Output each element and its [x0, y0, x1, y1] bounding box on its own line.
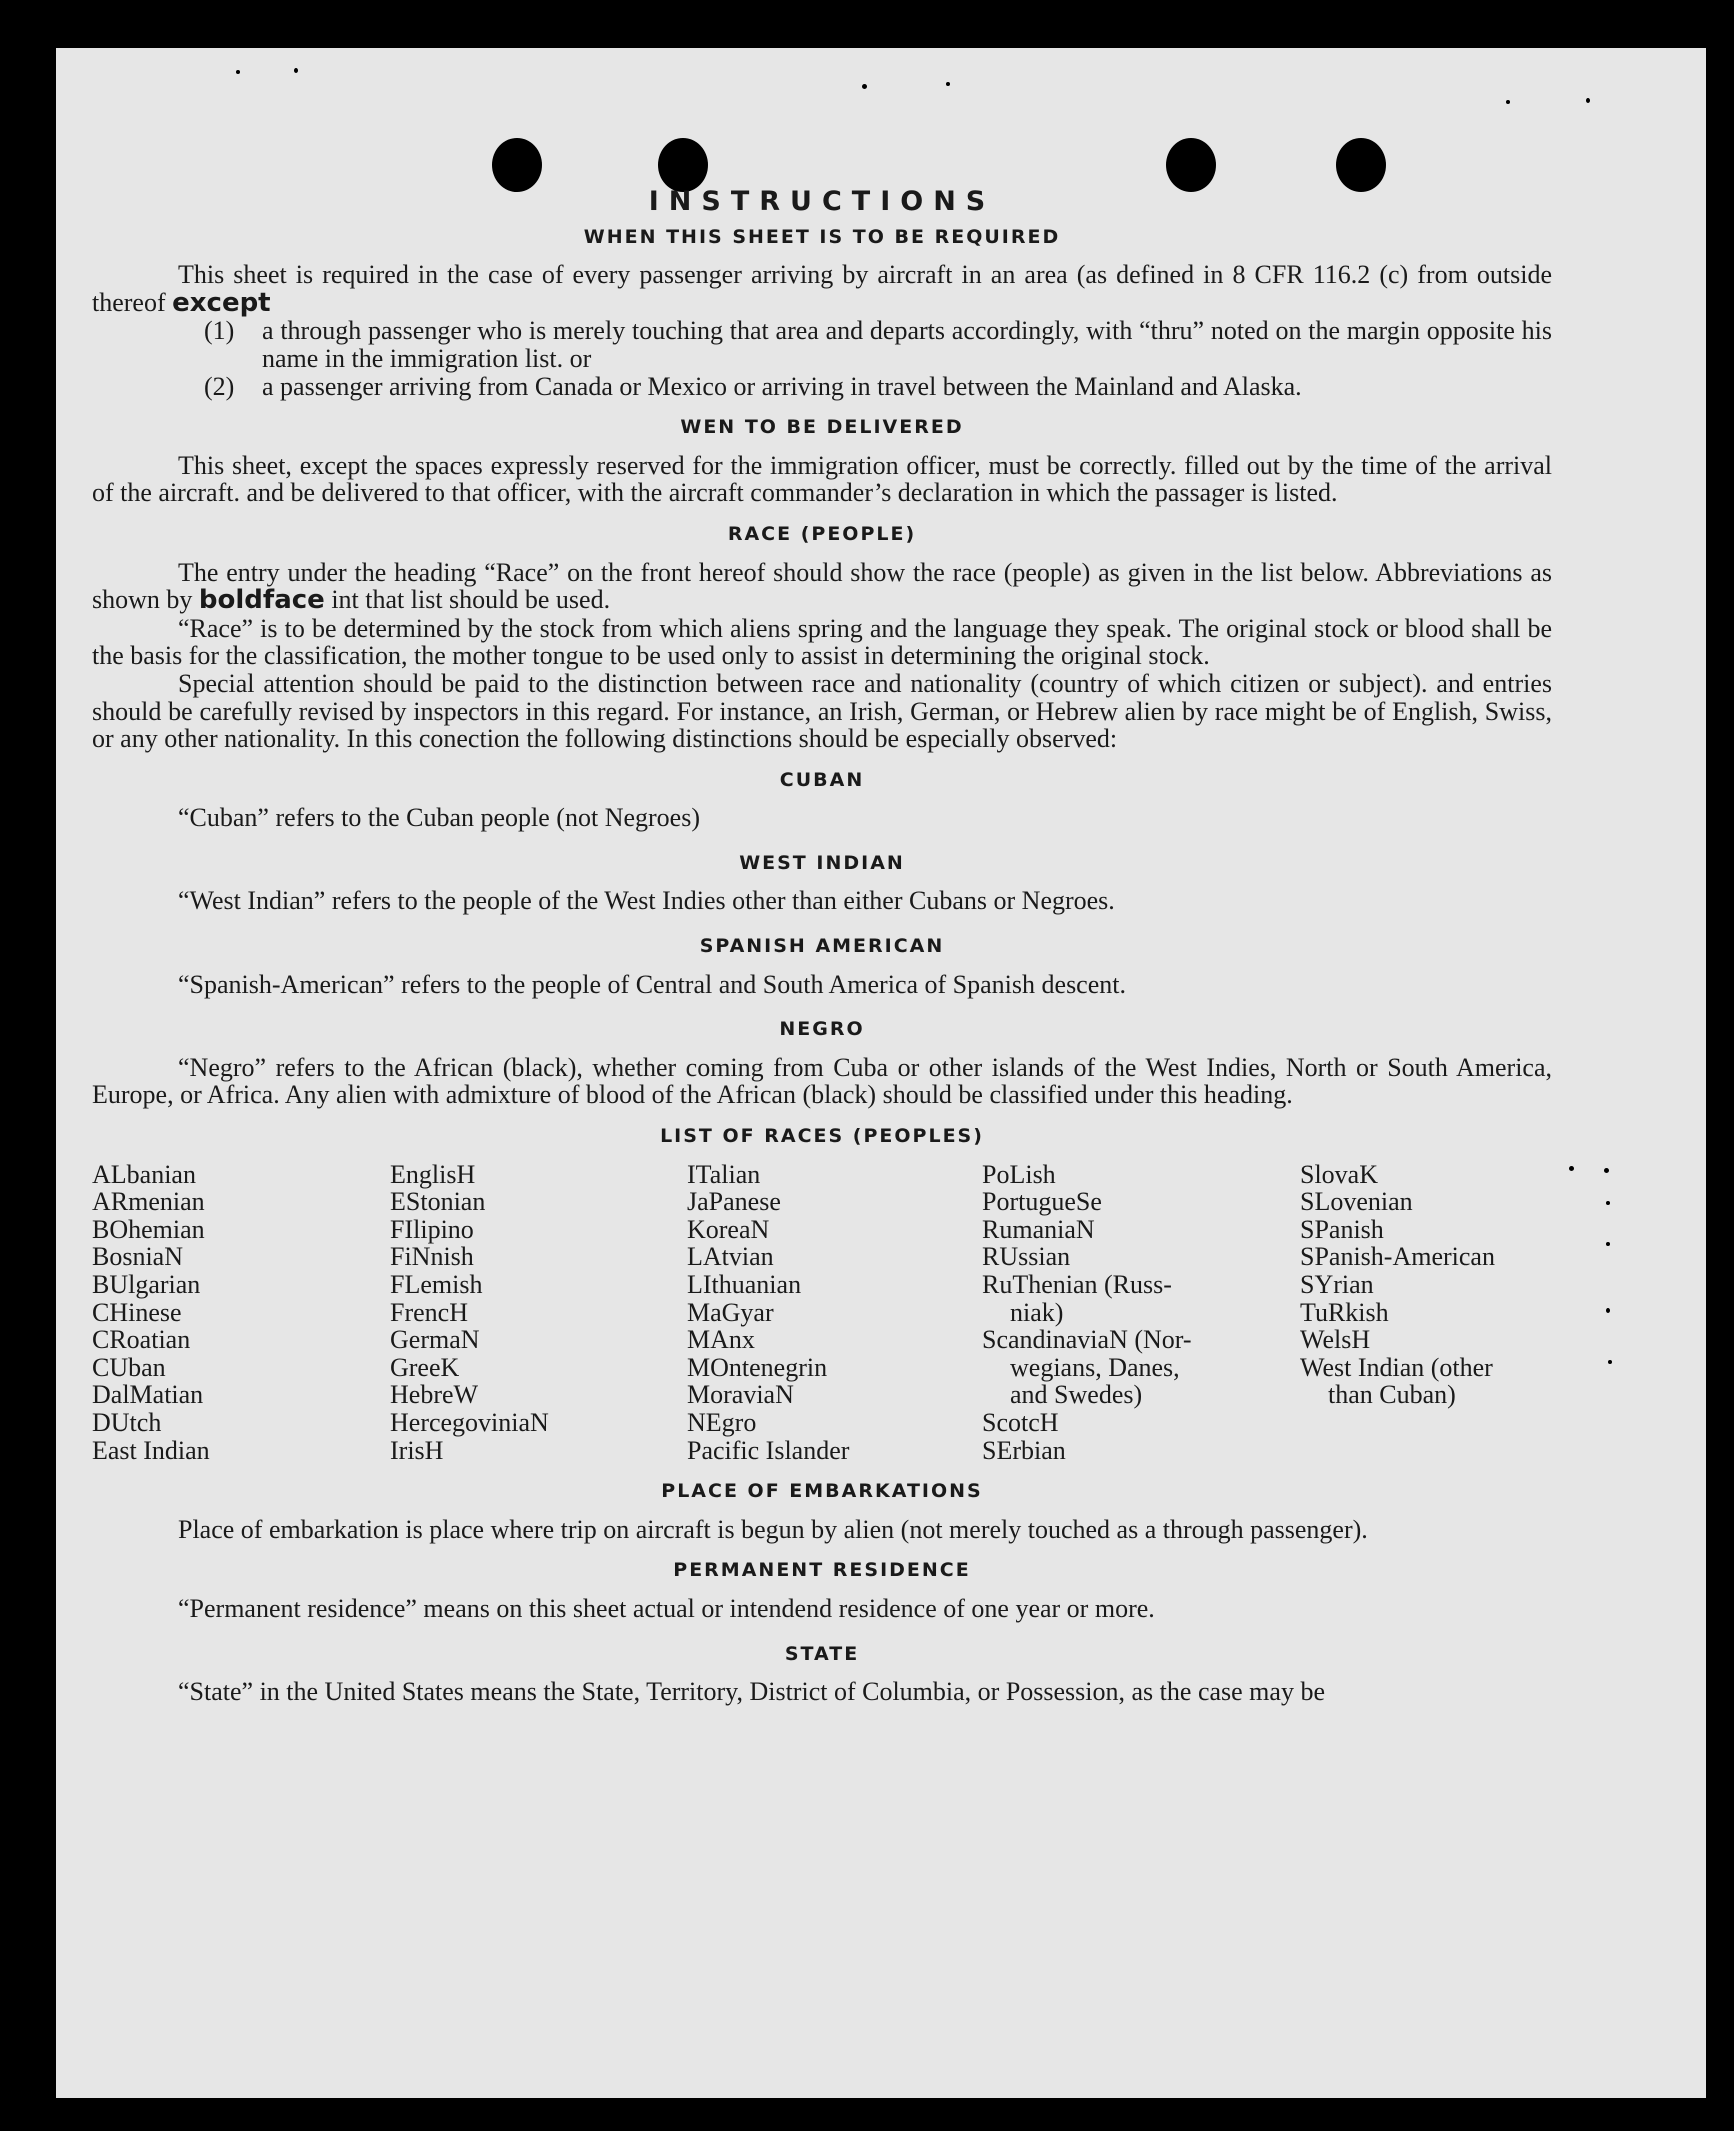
speck [1606, 1308, 1610, 1313]
race-item: DalMatian [92, 1380, 204, 1410]
race-item: SLovenian [1300, 1187, 1413, 1217]
race-item: BOhemian [92, 1214, 205, 1244]
race-item: NEgro [687, 1407, 757, 1437]
paragraph-race-2: “Race” is to be determined by the stock from which aliens spring and the language they speak. The original stock or blood shall be the basis for the classification, the mother tongue to be used only to assist in determining the original stock. [92, 613, 1552, 671]
paragraph-race-1 [92, 559, 1552, 615]
race-item: GermaN [390, 1325, 480, 1355]
heading-negro: NEGRO [779, 1018, 865, 1041]
races-list [92, 1161, 1552, 1465]
races-column [390, 1161, 687, 1465]
paragraph-delivered: This sheet, except the spaces expressly reserved for the immigration officer, must be correctly. filled out by the time of the arrival of the aircraft. and be delivered to that officer, with the aircraft commander’s declaration in which the passager is listed. [92, 450, 1552, 508]
heading-list-of-races: LIST OF RACES (PEOPLES) [660, 1125, 984, 1148]
heading-west-indian: WEST INDIAN [739, 851, 905, 874]
heading-embarkation: PLACE OF EMBARKATIONS [661, 1480, 983, 1503]
paragraph-cuban: “Cuban” refers to the Cuban people (not Negroes) [178, 803, 700, 833]
race-item: MOntenegrin [687, 1352, 828, 1382]
race-item: SPanish-American [1300, 1242, 1495, 1272]
speck [294, 68, 298, 73]
race-item: FiNnish [390, 1242, 474, 1272]
race-item: MaGyar [687, 1297, 774, 1327]
race-item: SErbian [982, 1435, 1066, 1465]
list-item [92, 317, 1552, 372]
race-item: RumaniaN [982, 1214, 1095, 1244]
race-item: JaPanese [687, 1187, 781, 1217]
item-number: (1) [204, 316, 235, 346]
races-column [92, 1161, 390, 1465]
race-item: CHinese [92, 1297, 182, 1327]
race-item: East Indian [92, 1435, 210, 1465]
race-item: FIlipino [390, 1214, 474, 1244]
races-column [1300, 1161, 1550, 1465]
race-item: GreeK [390, 1352, 460, 1382]
heading-state: STATE [784, 1642, 860, 1665]
boldface-word: boldface [198, 585, 325, 616]
race-item: ScandinaviaN (Nor- wegians, Danes, and Swedes) [982, 1325, 1192, 1410]
race-p1-end: int that list should be used. [331, 585, 611, 615]
speck [1608, 1360, 1612, 1364]
races-column [687, 1161, 982, 1465]
heading-permanent-residence: PERMANENT RESIDENCE [673, 1559, 971, 1582]
document-content [92, 178, 1552, 1706]
race-item: ARmenian [92, 1187, 205, 1217]
race-item: SlovaK [1300, 1159, 1378, 1189]
race-item: HercegoviniaN [390, 1407, 549, 1437]
item-text: a through passenger who is merely touching that area and departs accordingly, with “thru” noted on the margin opposite his name in the immigration list. or [262, 316, 1552, 373]
speck [1569, 1166, 1574, 1171]
race-item: IrisH [390, 1435, 444, 1465]
race-p1-start: The entry under the heading “Race” on the front hereof should show the race (people) as given in the list below. Abbreviations as shown by [92, 557, 1552, 615]
race-item: TuRkish [1300, 1297, 1389, 1327]
speck [236, 70, 240, 74]
paragraph-embarkation: Place of embarkation is place where trip on aircraft is begun by alien (not merely touched as a through passenger). [178, 1514, 1368, 1544]
race-item: CUban [92, 1352, 166, 1382]
race-item: ALbanian [92, 1159, 196, 1189]
speck [1606, 1242, 1610, 1246]
race-item: FrencH [390, 1297, 468, 1327]
speck [1586, 98, 1590, 103]
race-item: PoLish [982, 1159, 1056, 1189]
heading-cuban: CUBAN [779, 768, 865, 791]
heading-spanish-american: SPANISH AMERICAN [699, 935, 945, 958]
paragraph-required-intro [92, 261, 1552, 317]
heading-when-required: WHEN THIS SHEET IS TO BE REQUIRED [583, 225, 1061, 248]
race-item: MoraviaN [687, 1380, 794, 1410]
races-column [982, 1161, 1300, 1465]
race-item: DUtch [92, 1407, 162, 1437]
paragraph-race-3: Special attention should be paid to the distinction between race and nationality (country of which citizen or subject). and entries should be carefully revised by inspectors in this regard. For instance, an Irish, German, or Hebrew alien by race might be of English, Swiss, or any other nationality. In this conection the following distinctions should be especially observed: [92, 668, 1552, 754]
race-item: BUlgarian [92, 1270, 201, 1299]
race-item: MAnx [687, 1325, 755, 1355]
race-item: RuThenian (Russ- niak) [982, 1270, 1172, 1327]
race-item: CRoatian [92, 1325, 191, 1355]
race-item: PortugueSe [982, 1187, 1102, 1217]
paragraph-permanent-residence: “Permanent residence” means on this sheet actual or intendend residence of one year or more. [178, 1593, 1155, 1623]
list-item [92, 373, 1552, 401]
race-item: EStonian [390, 1187, 486, 1217]
speck [946, 82, 950, 86]
speck [862, 84, 867, 89]
heading-race: RACE (PEOPLE) [727, 522, 917, 545]
paragraph-west-indian: “West Indian” refers to the people of the West Indies other than either Cubans or Negroes. [178, 886, 1115, 916]
race-item: KoreaN [687, 1214, 770, 1244]
race-item: ScotcH [982, 1407, 1059, 1437]
paragraph-state: “State” in the United States means the State, Territory, District of Columbia, or Possession, as the case may be [178, 1677, 1325, 1707]
race-item: WelsH [1300, 1325, 1371, 1355]
speck [1606, 1201, 1610, 1205]
item-text: a passenger arriving from Canada or Mexico or arriving in travel between the Mainland and Alaska. [262, 371, 1302, 401]
race-item: FLemish [390, 1270, 483, 1299]
page-title: INSTRUCTIONS [648, 186, 996, 217]
race-item: Pacific Islander [687, 1435, 850, 1465]
item-number: (2) [204, 371, 235, 401]
speck [1506, 100, 1510, 104]
race-item: West Indian (other than Cuban) [1300, 1352, 1493, 1410]
paragraph-negro: “Negro” refers to the African (black), whether coming from Cuba or other islands of the West Indies, North or South America, Europe, or Africa. Any alien with admixture of blood of the African (black) should be classified under this heading. [92, 1052, 1552, 1110]
race-item: EnglisH [390, 1159, 476, 1189]
race-item: SPanish [1300, 1214, 1384, 1244]
race-item: LAtvian [687, 1242, 774, 1272]
speck [1604, 1168, 1609, 1173]
race-item: BosniaN [92, 1242, 183, 1272]
paragraph-spanish-american: “Spanish-American” refers to the people of Central and South America of Spanish descent. [178, 969, 1126, 999]
required-intro-text: This sheet is required in the case of every passenger arriving by aircraft in an area (as defined in 8 CFR 116.2 (c) from outside thereof [92, 260, 1552, 317]
except-bold: except [172, 287, 271, 318]
race-item: HebreW [390, 1380, 479, 1410]
race-item: RUssian [982, 1242, 1071, 1272]
race-item: SYrian [1300, 1270, 1374, 1299]
race-item: LIthuanian [687, 1270, 802, 1299]
race-item: ITalian [687, 1159, 761, 1189]
heading-when-delivered: WEN TO BE DELIVERED [680, 416, 964, 439]
